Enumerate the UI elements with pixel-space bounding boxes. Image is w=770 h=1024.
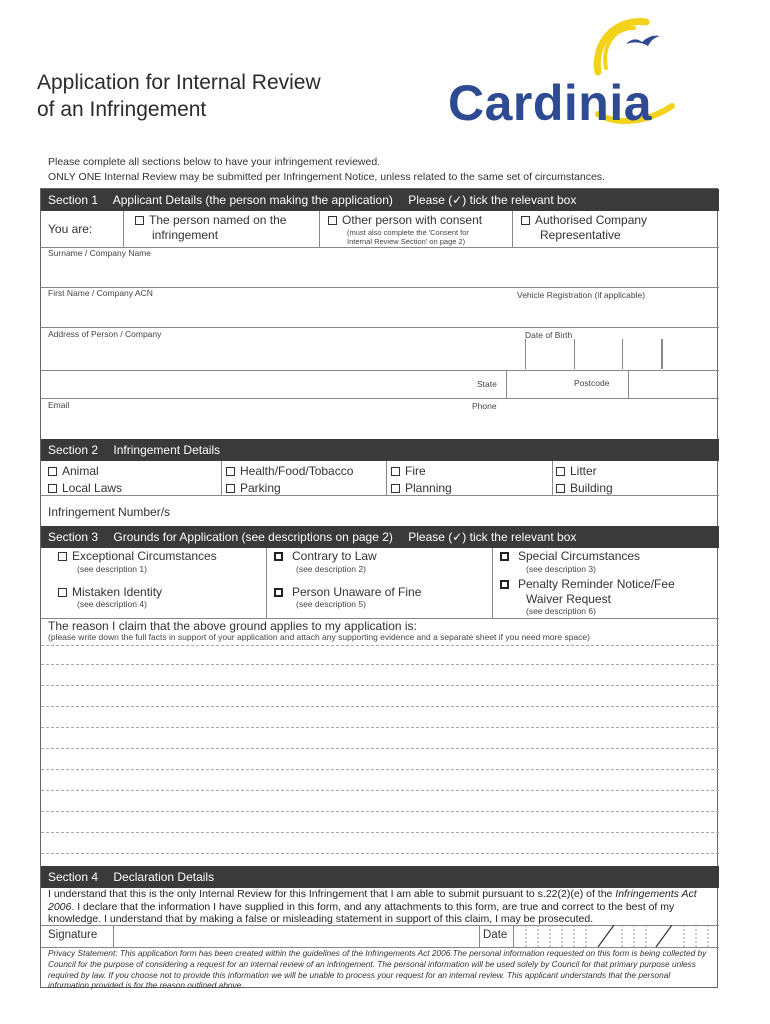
section4-bar — [41, 866, 719, 888]
checkbox[interactable] — [391, 467, 400, 476]
option-fire[interactable] — [391, 464, 426, 478]
fire-label: Fire — [405, 464, 426, 478]
exceptional-label: Exceptional Circumstances — [72, 549, 217, 563]
form-title — [37, 69, 321, 123]
penalty-label-2: Waiver Request — [526, 592, 611, 606]
option-health[interactable] — [226, 464, 353, 478]
email-label: Email — [48, 400, 70, 410]
address-field[interactable] — [41, 327, 511, 399]
checkbox[interactable] — [48, 484, 57, 493]
option-exceptional[interactable] — [58, 549, 217, 563]
option-authorised-rep[interactable] — [521, 213, 647, 243]
dob-label: Date of Birth — [525, 330, 573, 340]
checkbox[interactable] — [48, 467, 57, 476]
address-label: Address of Person / Company — [48, 329, 162, 339]
logo-wordmark: Cardinia — [448, 75, 653, 131]
checkbox[interactable] — [274, 552, 283, 561]
declaration-text — [48, 888, 712, 926]
checkbox[interactable] — [500, 552, 509, 561]
section4-title: Section 4 — [48, 870, 99, 884]
note-line-2: Internal Review Section' on page 2) — [347, 237, 466, 246]
section1-title: Section 1 — [48, 193, 99, 207]
section3-tick-note: Please (✓) tick the relevant box — [408, 530, 577, 544]
parking-label: Parking — [240, 481, 281, 495]
option-auth-label-2: Representative — [540, 228, 621, 242]
first-name-field[interactable] — [41, 287, 511, 327]
penalty-label: Penalty Reminder Notice/Fee — [518, 577, 675, 591]
option-other-label: Other person with consent — [342, 213, 483, 227]
phone-label: Phone — [472, 401, 497, 411]
option-mistaken[interactable] — [58, 585, 162, 599]
declaration-part-b: . I declare that the information I have supplied in this form, and any attachments to this form, are true and correct to the best of my knowledge. I understand that by making a false or misleading statement in support of this claim, I may be prosecuted. — [48, 900, 675, 925]
option-planning[interactable] — [391, 481, 452, 495]
checkbox[interactable] — [58, 588, 67, 597]
litter-label: Litter — [570, 464, 597, 478]
option-other-note — [347, 228, 469, 246]
checkbox[interactable] — [500, 580, 509, 589]
option-special[interactable] — [500, 549, 640, 563]
checkbox[interactable] — [556, 484, 565, 493]
mistaken-label: Mistaken Identity — [72, 585, 163, 599]
option-named-person[interactable] — [135, 213, 286, 243]
section3-title: Section 3 — [48, 530, 99, 544]
desc5: (see description 5) — [296, 599, 366, 609]
desc6: (see description 6) — [526, 606, 596, 616]
intro-line-1: Please complete all sections below to have your infringement reviewed. — [48, 156, 381, 168]
declaration-act: Infringements Act 2006 — [48, 888, 697, 913]
option-litter[interactable] — [556, 464, 597, 478]
planning-label: Planning — [405, 481, 452, 495]
postcode-field[interactable] — [629, 370, 719, 398]
signature-label: Signature — [48, 929, 98, 941]
option-unaware[interactable] — [274, 585, 421, 599]
building-label: Building — [570, 481, 613, 495]
you-are-label: You are: — [48, 222, 93, 236]
section1-tick-note: Please (✓) tick the relevant box — [408, 193, 577, 207]
signature-field[interactable] — [114, 925, 479, 947]
option-named-label-2: infringement — [152, 228, 219, 242]
unaware-label: Person Unaware of Fine — [292, 585, 422, 599]
checkbox[interactable] — [556, 467, 565, 476]
option-building[interactable] — [556, 481, 613, 495]
title-line-2: of an Infringement — [37, 98, 207, 121]
date-label: Date — [483, 929, 508, 941]
checkbox[interactable] — [391, 484, 400, 493]
state-label: State — [477, 379, 497, 389]
option-contrary[interactable] — [274, 549, 377, 563]
option-penalty[interactable] — [500, 577, 675, 607]
intro-text — [48, 155, 605, 184]
email-field[interactable] — [41, 398, 466, 438]
option-named-label: The person named on the — [149, 213, 287, 227]
checkbox[interactable] — [328, 216, 337, 225]
reason-textarea[interactable] — [41, 644, 719, 864]
postcode-label: Postcode — [574, 378, 610, 388]
checkbox[interactable] — [226, 467, 235, 476]
vehicle-field[interactable] — [513, 287, 719, 327]
checkbox[interactable] — [274, 588, 283, 597]
option-other-person[interactable] — [328, 213, 482, 227]
contrary-label: Contrary to Law — [292, 549, 377, 563]
desc3: (see description 3) — [526, 564, 596, 574]
section3-heading: Grounds for Application (see descriptions on page 2) — [113, 530, 393, 544]
section2-title: Section 2 — [48, 443, 99, 457]
date-field[interactable] — [514, 925, 719, 947]
surname-field[interactable] — [41, 247, 719, 287]
date-boxes-icon — [514, 925, 719, 947]
intro-line-2: ONLY ONE Internal Review may be submitted per Infringement Notice, unless related to the same set of circumstances. — [48, 170, 605, 183]
option-animal[interactable] — [48, 464, 99, 478]
animal-label: Animal — [62, 464, 99, 478]
phone-field[interactable] — [501, 398, 719, 438]
section2-bar — [41, 439, 719, 461]
infringement-numbers-label: Infringement Number/s — [48, 505, 171, 519]
section1-bar — [41, 189, 719, 211]
section1-heading: Applicant Details (the person making the application) — [112, 193, 393, 207]
dob-field[interactable] — [525, 339, 705, 369]
reason-heading: The reason I claim that the above ground applies to my application is: — [48, 619, 417, 633]
special-label: Special Circumstances — [518, 549, 641, 563]
checkbox[interactable] — [521, 216, 530, 225]
local-laws-label: Local Laws — [62, 481, 123, 495]
option-local-laws[interactable] — [48, 481, 122, 495]
privacy-statement: Privacy Statement: This application form has been created within the guidelines of the Infringements Act 2006.The personal information requested on this form is being collected by Council for the purpose of considering a request for an internal review of an infringement. The personal information will be used solely by Council for that primary purpose unless required by law. If you choose not to provide this information we will be unable to process your request for an internal review. This applicant understands that the personal information provided is for the reason outlined above. — [48, 948, 707, 991]
section3-bar — [41, 526, 719, 548]
desc4: (see description 4) — [77, 599, 147, 609]
infringement-numbers-field[interactable] — [181, 496, 719, 526]
application-form — [40, 188, 718, 991]
option-auth-label: Authorised Company — [535, 213, 648, 227]
health-label: Health/Food/Tobacco — [240, 464, 354, 478]
reason-note: (please write down the full facts in support of your application and attach any supporting evidence and a separate sheet if you need more space) — [48, 632, 590, 642]
cardinia-logo — [448, 14, 678, 129]
surname-label: Surname / Company Name — [48, 248, 151, 258]
checkbox[interactable] — [226, 484, 235, 493]
checkbox[interactable] — [135, 216, 144, 225]
state-field[interactable] — [507, 370, 565, 398]
section2-heading: Infringement Details — [113, 443, 221, 457]
note-line-1: (must also complete the 'Consent for — [347, 228, 469, 237]
option-parking[interactable] — [226, 481, 281, 495]
section4-heading: Declaration Details — [113, 870, 215, 884]
desc2: (see description 2) — [296, 564, 366, 574]
checkbox[interactable] — [58, 552, 67, 561]
declaration-part-a: I understand that this is the only Internal Review for this Infringement that I am able to submit pursuant to s.22(2)(e) of the — [48, 888, 616, 900]
vehicle-label: Vehicle Registration (if applicable) — [517, 290, 646, 300]
first-name-label: First Name / Company ACN — [48, 288, 153, 298]
title-line-1: Application for Internal Review — [37, 71, 321, 94]
desc1: (see description 1) — [77, 564, 147, 574]
